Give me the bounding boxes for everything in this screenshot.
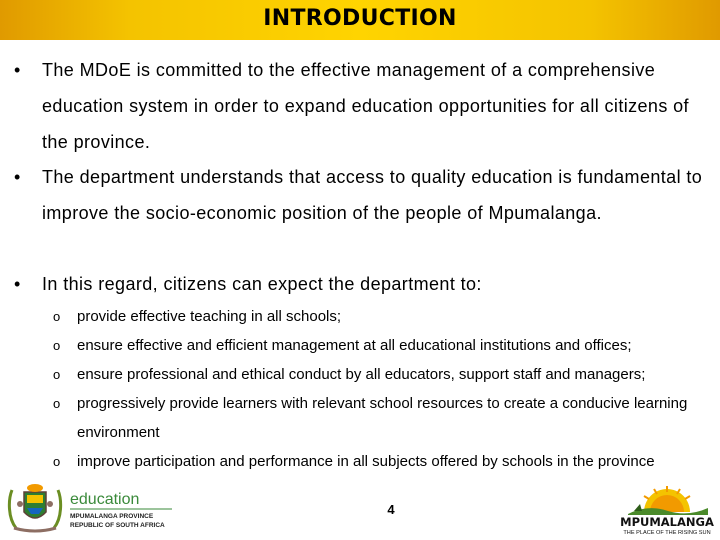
bullet-dot: • bbox=[14, 60, 21, 80]
rising-sun-icon bbox=[628, 486, 708, 515]
logo-line2: REPUBLIC OF SOUTH AFRICA bbox=[70, 522, 165, 529]
sub-item-text: ensure professional and ethical conduct by all educators, support staff and managers; bbox=[77, 366, 646, 383]
sub-item-text: ensure effective and efficient management at all educational institutions and offices; bbox=[77, 337, 632, 354]
logo-tagline: THE PLACE OF THE RISING SUN bbox=[623, 530, 711, 536]
bullet-text: In this regard, citizens can expect the department to: bbox=[42, 274, 482, 294]
logo-word: education bbox=[70, 491, 140, 508]
bullet-text: The department understands that access to quality education is fundamental to improve the socio-economic position of the people of Mpumalanga. bbox=[42, 167, 703, 223]
mpumalanga-logo bbox=[618, 484, 716, 536]
sub-bullet-mark: o bbox=[53, 338, 61, 353]
sub-item-text: improve participation and performance in all subjects offered by schools in the province bbox=[77, 453, 655, 470]
sub-bullet-mark: o bbox=[53, 367, 61, 382]
sub-bullet-mark: o bbox=[53, 454, 61, 469]
logo-line1: MPUMALANGA PROVINCE bbox=[70, 513, 154, 520]
sub-item-text: provide effective teaching in all schools; bbox=[77, 308, 342, 325]
education-logo bbox=[6, 482, 176, 534]
slide-title: INTRODUCTION bbox=[263, 6, 457, 31]
bullet-dot: • bbox=[14, 167, 21, 187]
bullet-text: The MDoE is committed to the effective management of a comprehensive education system in order to expand education opportunities for all citizens of the province. bbox=[42, 60, 689, 152]
sub-bullet-mark: o bbox=[53, 309, 61, 324]
logo-name: MPUMALANGA bbox=[620, 515, 714, 529]
bullet-dot: • bbox=[14, 274, 21, 294]
page-number: 4 bbox=[387, 502, 395, 517]
coat-of-arms-icon bbox=[9, 484, 60, 531]
sub-bullet-mark: o bbox=[53, 396, 61, 411]
sub-item-text: progressively provide learners with relevant school resources to create a conducive learning environment bbox=[77, 395, 688, 441]
